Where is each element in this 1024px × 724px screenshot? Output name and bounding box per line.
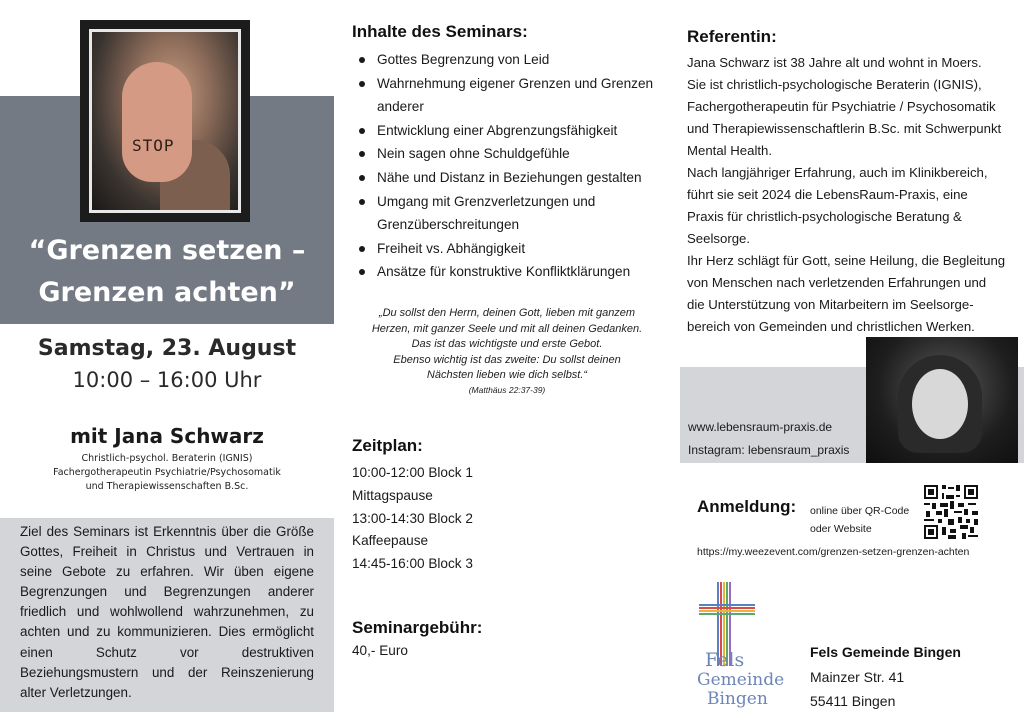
referent-bio <box>687 52 1012 338</box>
church-name: Fels Gemeinde Bingen <box>810 644 961 660</box>
seminar-title-line-1: “Grenzen setzen – <box>28 235 306 266</box>
bio-line: Sie ist christlich-psychologische Beraterin (IGNIS), <box>687 77 982 92</box>
logo-text-line: Gemeinde <box>697 670 785 690</box>
event-time: 10:00 – 16:00 Uhr <box>72 368 262 392</box>
portrait-face-shape <box>912 369 968 439</box>
bio-line: Jana Schwarz ist 38 Jahre alt und wohnt in Moers. <box>687 55 982 70</box>
contents-item: Wahrnehmung eigener Grenzen und Grenzen anderer <box>357 72 672 119</box>
quote-reference: (Matthäus 22:37-39) <box>468 384 546 395</box>
bio-line: von Menschen nach verletzenden Erfahrungen und <box>687 275 987 290</box>
instagram-handle[interactable]: Instagram: lebensraum_praxis <box>688 443 850 457</box>
speaker-portrait <box>866 337 1018 463</box>
bio-line: Ihr Herz schlägt für Gott, seine Heilung, die Begleitung <box>687 253 1006 268</box>
bible-quote <box>352 306 662 396</box>
registration-note-line: online über QR-Code <box>810 505 910 517</box>
contents-item: Ansätze für konstruktive Konfliktklärungen <box>357 260 672 284</box>
schedule-entry: 13:00-14:30 Block 2 <box>352 510 473 526</box>
stop-hand-photo <box>80 20 250 222</box>
schedule-list <box>352 462 473 576</box>
stop-hand-image <box>89 29 241 213</box>
contents-item: Entwicklung einer Abgrenzungsfähigkeit <box>357 119 672 143</box>
church-city: 55411 Bingen <box>810 693 896 709</box>
contents-item: Freiheit vs. Abhängigkeit <box>357 237 672 261</box>
church-logo <box>695 578 795 710</box>
schedule-entry: Kaffeepause <box>352 533 429 549</box>
seminar-goal-text: Ziel des Seminars ist Erkenntnis über die Größe Gottes, Freiheit in Christus und Vertrauen in seine Gebote zu erfahren. Wir üben eigene Begrenzungen und Begrenzungen anderer friedlich und wohlwollend wahrzunehmen, zu achten und zu kommunizieren. Dies ermöglicht einen Schutz vor destruktiven Beziehungsmustern und der Reinszenierung alter Verletzungen. <box>20 524 314 700</box>
bio-line: bereich von Gemeinden und christlichen Werken. <box>687 319 975 334</box>
logo-text-line: Bingen <box>707 689 768 709</box>
speaker-credential-line: Fachergotherapeutin Psychiatrie/Psychosomatik <box>53 467 281 478</box>
quote-line: Ebenso wichtig ist das zweite: Du sollst deinen <box>393 353 621 366</box>
photo-stop-label: STOP <box>132 136 175 155</box>
contents-item: Nähe und Distanz in Beziehungen gestalten <box>357 166 672 190</box>
bio-line: Seelsorge. <box>687 231 751 246</box>
quote-line: „Du sollst den Herrn, deinen Gott, lieben mit ganzem <box>378 307 636 319</box>
speaker-credential-line: Christlich-psychol. Beraterin (IGNIS) <box>81 453 253 464</box>
logo-text-line: Fels <box>705 649 745 671</box>
speaker-credentials <box>0 452 334 494</box>
bio-line: Praxis für christlich-psychologische Beratung & <box>687 209 962 224</box>
bio-line: Nach langjähriger Erfahrung, auch im Klinikbereich, <box>687 165 988 180</box>
quote-line: Nächsten lieben wie dich selbst.“ <box>426 369 588 381</box>
registration-heading: Anmeldung: <box>697 497 797 516</box>
bio-line: die Unterstützung von Mitarbeitern im Seelsorge- <box>687 297 974 312</box>
bio-line: Mental Health. <box>687 143 773 158</box>
photo-hand-shape <box>122 62 192 182</box>
schedule-heading: Zeitplan: <box>352 436 423 455</box>
quote-line: Das ist das wichtigste und erste Gebot. <box>411 338 603 350</box>
contents-item: Umgang mit Grenzverletzungen und Grenzüberschreitungen <box>357 190 672 237</box>
speaker-credential-line: und Therapiewissenschaften B.Sc. <box>85 481 249 492</box>
schedule-entry: 14:45-16:00 Block 3 <box>352 556 473 572</box>
seminar-title-line-2: Grenzen achten” <box>38 277 296 308</box>
event-date: Samstag, 23. August <box>37 336 297 361</box>
registration-note-line: oder Website <box>810 523 872 535</box>
fee-value: 40,- Euro <box>352 643 408 658</box>
contents-item: Nein sagen ohne Schuldgefühle <box>357 142 672 166</box>
schedule-entry: 10:00-12:00 Block 1 <box>352 465 473 480</box>
bio-line: führt sie seit 2024 die LebensRaum-Praxis, eine <box>687 187 968 202</box>
church-street: Mainzer Str. 41 <box>810 669 905 685</box>
website-link[interactable]: www.lebensraum-praxis.de <box>688 420 833 434</box>
registration-note <box>810 502 909 538</box>
contents-item: Gottes Begrenzung von Leid <box>357 48 672 72</box>
referent-heading: Referentin: <box>687 27 777 46</box>
quote-line: Herzen, mit ganzer Seele und mit all deinen Gedanken. <box>371 322 643 335</box>
bio-line: und Therapiewissenschaftlerin B.Sc. mit Schwerpunkt <box>687 121 1002 136</box>
fee-heading: Seminargebühr: <box>352 618 483 637</box>
bio-line: Fachergotherapeutin für Psychiatrie / Psychosomatik <box>687 99 996 114</box>
contents-list <box>357 48 672 284</box>
seminar-goal-box <box>0 518 334 712</box>
qr-code-icon[interactable] <box>922 483 980 541</box>
contents-heading: Inhalte des Seminars: <box>352 22 528 41</box>
seminar-title <box>0 230 334 314</box>
registration-url[interactable]: https://my.weezevent.com/grenzen-setzen-grenzen-achten <box>697 546 970 558</box>
schedule-entry: Mittagspause <box>352 487 433 503</box>
speaker-name: mit Jana Schwarz <box>70 424 264 448</box>
